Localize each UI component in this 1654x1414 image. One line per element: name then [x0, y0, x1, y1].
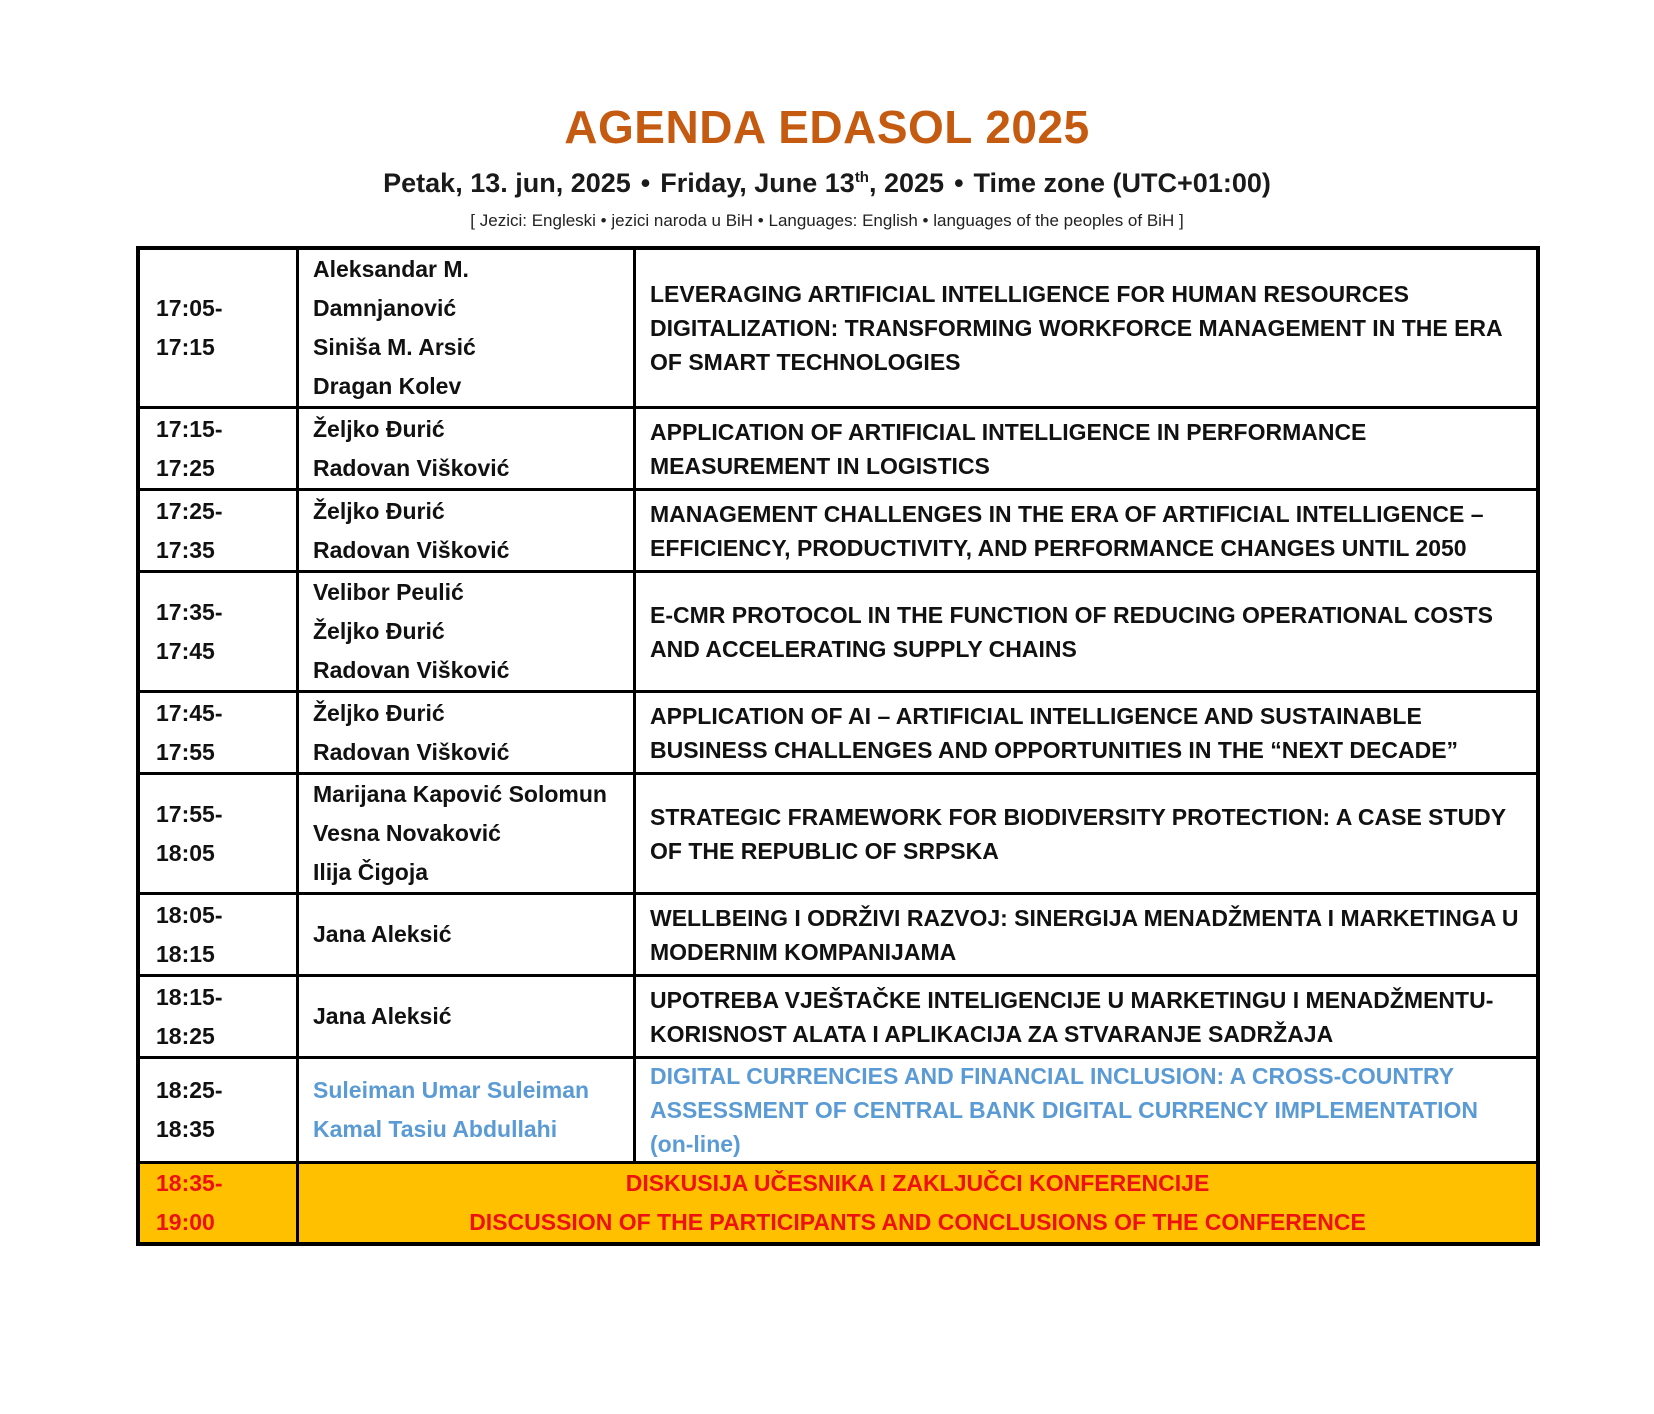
session-authors — [298, 248, 635, 408]
session-time — [138, 692, 298, 774]
session-time — [138, 976, 298, 1058]
session-row — [138, 248, 1538, 408]
author-name: Radovan Višković — [313, 454, 510, 481]
author-name: Kamal Tasiu Abdullahi — [313, 1116, 558, 1142]
event-date-line — [0, 168, 1654, 199]
session-authors — [298, 1058, 635, 1163]
author-name: Marijana Kapović Solomun — [313, 781, 607, 807]
session-time — [138, 248, 298, 408]
session-time — [138, 894, 298, 976]
author-name: Željko Đurić — [313, 618, 445, 644]
session-row — [138, 490, 1538, 572]
session-time-end: 18:25 — [156, 1022, 215, 1049]
session-title: UPOTREBA VJEŠTAČKE INTELIGENCIJE U MARKETINGU I MENADŽMENTU-KORISNOST ALATA I APLIKACIJA ZA STVARANJE SADRŽAJA — [635, 976, 1539, 1058]
session-time-end: 18:05 — [156, 839, 215, 866]
session-title: APPLICATION OF ARTIFICIAL INTELLIGENCE IN PERFORMANCE MEASUREMENT IN LOGISTICS — [635, 408, 1539, 490]
author-name: Željko Đurić — [313, 699, 445, 726]
session-time-start: 17:25- — [156, 497, 223, 524]
agenda-body — [138, 248, 1538, 1244]
session-authors — [298, 894, 635, 976]
author-name: Damnjanović — [313, 295, 457, 321]
closing-time-end: 19:00 — [156, 1209, 215, 1235]
timezone: Time zone (UTC+01:00) — [973, 168, 1271, 198]
session-row — [138, 408, 1538, 490]
page-title: AGENDA EDASOL 2025 — [564, 101, 1090, 153]
session-authors — [298, 692, 635, 774]
date-ordinal-suffix: th — [854, 169, 869, 186]
session-title: E-CMR PROTOCOL IN THE FUNCTION OF REDUCING OPERATIONAL COSTS AND ACCELERATING SUPPLY CHAINS — [635, 572, 1539, 692]
session-time-start: 18:25- — [156, 1077, 223, 1103]
author-name: Jana Aleksić — [313, 1003, 452, 1029]
author-name: Vesna Novaković — [313, 820, 501, 846]
closing-line-local: DISKUSIJA UČESNIKA I ZAKLJUČCI KONFERENCIJE — [625, 1170, 1210, 1196]
session-time — [138, 490, 298, 572]
session-row — [138, 692, 1538, 774]
session-time — [138, 1058, 298, 1163]
session-title: LEVERAGING ARTIFICIAL INTELLIGENCE FOR HUMAN RESOURCES DIGITALIZATION: TRANSFORMING WORKFORCE MANAGEMENT IN THE ERA OF SMART TECHNOLOGIES — [635, 248, 1539, 408]
session-time-start: 17:55- — [156, 800, 223, 827]
closing-time — [138, 1163, 298, 1245]
closing-line-english: DISCUSSION OF THE PARTICIPANTS AND CONCLUSIONS OF THE CONFERENCE — [469, 1209, 1366, 1235]
session-row — [138, 1058, 1538, 1163]
session-time-end: 18:15 — [156, 940, 215, 967]
session-time-end: 18:35 — [156, 1116, 215, 1142]
author-name: Aleksandar M. — [313, 256, 469, 282]
session-authors — [298, 774, 635, 894]
date-english-year: , 2025 — [868, 168, 945, 198]
author-name: Dragan Kolev — [313, 373, 462, 399]
session-title: WELLBEING I ODRŽIVI RAZVOJ: SINERGIJA MENADŽMENTA I MARKETINGA U MODERNIM KOMPANIJAMA — [635, 894, 1539, 976]
session-time-end: 17:55 — [156, 738, 215, 765]
author-name: Željko Đurić — [313, 415, 445, 442]
session-time-start: 17:45- — [156, 699, 223, 726]
session-time — [138, 774, 298, 894]
session-time-end: 17:15 — [156, 334, 215, 360]
session-time-start: 18:05- — [156, 901, 223, 928]
session-time-end: 17:45 — [156, 637, 215, 664]
session-row — [138, 572, 1538, 692]
date-english — [660, 168, 944, 198]
author-name: Suleiman Umar Suleiman — [313, 1077, 590, 1103]
separator-2: • — [954, 168, 964, 198]
session-row — [138, 774, 1538, 894]
session-title: APPLICATION OF AI – ARTIFICIAL INTELLIGENCE AND SUSTAINABLE BUSINESS CHALLENGES AND OPPORTUNITIES IN THE “NEXT DECADE” — [635, 692, 1539, 774]
session-title: STRATEGIC FRAMEWORK FOR BIODIVERSITY PROTECTION: A CASE STUDY OF THE REPUBLIC OF SRPSKA — [635, 774, 1539, 894]
author-name: Velibor Peulić — [313, 579, 464, 605]
author-name: Siniša M. Arsić — [313, 334, 476, 360]
session-row — [138, 976, 1538, 1058]
author-name: Željko Đurić — [313, 497, 445, 524]
author-name: Radovan Višković — [313, 536, 510, 563]
session-time-start: 17:35- — [156, 598, 223, 625]
session-time-start: 18:15- — [156, 983, 223, 1010]
session-authors — [298, 490, 635, 572]
session-time-end: 17:25 — [156, 454, 215, 481]
session-title: DIGITAL CURRENCIES AND FINANCIAL INCLUSION: A CROSS-COUNTRY ASSESSMENT OF CENTRAL BANK DIGITAL CURRENCY IMPLEMENTATION (on-line) — [635, 1058, 1539, 1163]
author-name: Radovan Višković — [313, 738, 510, 765]
author-name: Jana Aleksić — [313, 921, 452, 947]
closing-time-start: 18:35- — [156, 1170, 223, 1196]
session-time — [138, 572, 298, 692]
date-english-main: Friday, June 13 — [660, 168, 855, 198]
author-name: Radovan Višković — [313, 657, 510, 683]
session-row — [138, 894, 1538, 976]
session-authors — [298, 976, 635, 1058]
closing-text — [298, 1163, 1539, 1245]
session-authors — [298, 408, 635, 490]
session-time-start: 17:05- — [156, 295, 223, 321]
session-time-start: 17:15- — [156, 415, 223, 442]
date-local: Petak, 13. jun, 2025 — [383, 168, 631, 198]
closing-row — [138, 1163, 1538, 1245]
session-time-end: 17:35 — [156, 536, 215, 563]
session-title: MANAGEMENT CHALLENGES IN THE ERA OF ARTIFICIAL INTELLIGENCE – EFFICIENCY, PRODUCTIVITY, AND PERFORMANCE CHANGES UNTIL 2050 — [635, 490, 1539, 572]
author-name: Ilija Čigoja — [313, 859, 429, 885]
separator-1: • — [640, 168, 651, 198]
agenda-table — [136, 246, 1540, 1246]
session-time — [138, 408, 298, 490]
session-authors — [298, 572, 635, 692]
languages-note: [ Jezici: Engleski • jezici naroda u BiH • Languages: English • languages of the peoples of BiH ] — [470, 211, 1184, 230]
